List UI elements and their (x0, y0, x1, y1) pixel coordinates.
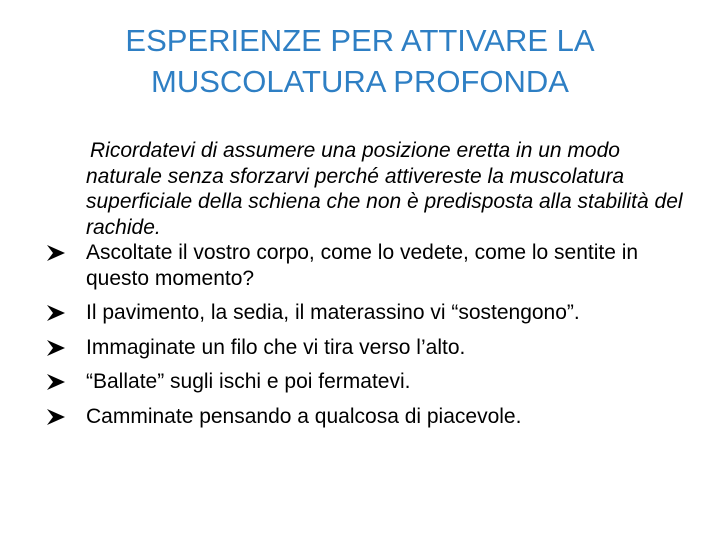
arrow-bullet-icon (45, 338, 67, 358)
slide-body (0, 138, 720, 429)
bullet-item (0, 240, 686, 291)
bullet-list (0, 240, 720, 429)
bullet-text: Camminate pensando a qualcosa di piacevole. (86, 404, 522, 428)
arrow-bullet-icon (45, 303, 67, 323)
bullet-item (0, 335, 686, 361)
bullet-text: “Ballate” sugli ischi e poi fermatevi. (86, 370, 411, 393)
arrow-bullet-icon (45, 372, 67, 392)
bullet-text: Immaginate un filo che vi tira verso l’alto. (86, 335, 466, 359)
arrow-bullet-icon (45, 407, 67, 427)
slide-title (60, 20, 660, 102)
bullet-text: Il pavimento, la sedia, il materassino vi “sostengono”. (86, 301, 580, 324)
title-line-1: ESPERIENZE PER ATTIVARE LA (125, 23, 595, 58)
bullet-item (0, 300, 686, 326)
bullet-item (0, 404, 686, 430)
bullet-text: Ascoltate il vostro corpo, come lo vedete, come lo sentite in questo momento? (86, 241, 639, 290)
title-line-2: MUSCOLATURA PROFONDA (151, 64, 569, 99)
bullet-item (0, 369, 686, 395)
intro-text: Ricordatevi di assumere una posizione eretta in un modo naturale senza sforzarvi perché attivereste la muscolatura superficiale della schiena che non è predisposta alla stabilità del rachide. (86, 139, 683, 239)
arrow-bullet-icon (45, 243, 67, 263)
